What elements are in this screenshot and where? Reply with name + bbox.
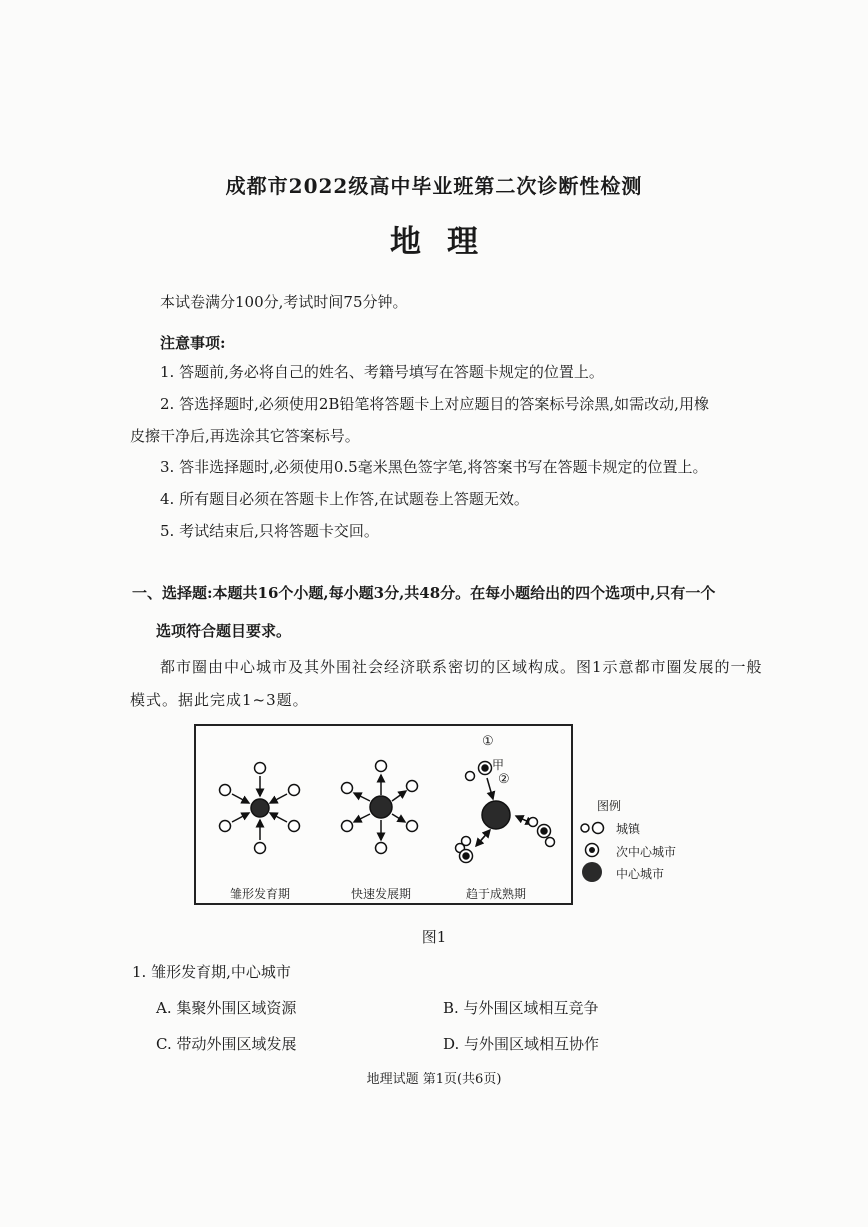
question-1-option-c: C. 带动外围区域发展: [156, 1035, 297, 1053]
stage1-diagram: [220, 763, 300, 854]
passage-line1: 都市圈由中心城市及其外围社会经济联系密切的区域构成。图1示意都市圈发展的一般: [160, 658, 763, 676]
notice-item-3: 3. 答非选择题时,必须使用0.5毫米黑色签字笔,将答案书写在答题卡规定的位置上。: [160, 458, 708, 476]
notice-item-5: 5. 考试结束后,只将答题卡交回。: [160, 522, 379, 540]
legend-item-town: 城镇: [616, 822, 641, 836]
figure-diagram: [196, 726, 575, 907]
section-heading-line1: 一、选择题:本题共16个小题,每小题3分,共48分。在每小题给出的四个选项中,只有一个: [132, 584, 716, 602]
figure-caption: 图1: [421, 928, 447, 946]
question-1-option-b: B. 与外围区域相互竞争: [443, 999, 599, 1017]
stage-label-3: 趋于成熟期: [465, 887, 526, 901]
notice-item-2-cont: 皮擦干净后,再选涂其它答案标号。: [130, 427, 360, 445]
notice-item-2: 2. 答选择题时,必须使用2B铅笔将答题卡上对应题目的答案标号涂黑,如需改动,用橡: [160, 395, 709, 413]
stage2-diagram: [342, 761, 418, 854]
figure-metropolitan-area: [194, 724, 573, 905]
stage-label-1: 雏形发育期: [229, 887, 290, 901]
passage-line2: 模式。据此完成1~3题。: [130, 691, 309, 709]
section-heading-line2: 选项符合题目要求。: [156, 622, 292, 640]
stage-label-2: 快速发展期: [350, 887, 411, 901]
question-1-option-a: A. 集聚外围区域资源: [156, 999, 297, 1017]
page-footer: 地理试题 第1页(共6页): [366, 1072, 502, 1087]
mark-2: ②: [498, 772, 510, 787]
exam-intro: 本试卷满分100分,考试时间75分钟。: [160, 293, 408, 311]
notice-heading: 注意事项:: [160, 334, 226, 352]
mark-1: ①: [482, 734, 494, 749]
town-icon-small: [581, 824, 589, 832]
legend-item-sub-center: 次中心城市: [616, 845, 677, 859]
subject-title: 地理: [390, 224, 504, 260]
notice-item-4: 4. 所有题目必须在答题卡上作答,在试题卷上答题无效。: [160, 490, 529, 508]
legend-item-center: 中心城市: [616, 867, 665, 881]
exam-title: 成都市2022级高中毕业班第二次诊断性检测: [225, 174, 643, 198]
notice-item-1: 1. 答题前,务必将自己的姓名、考籍号填写在答题卡规定的位置上。: [160, 363, 604, 381]
question-1-option-d: D. 与外围区域相互协作: [443, 1035, 600, 1053]
town-icon: [593, 823, 604, 834]
center-city-icon: [582, 862, 602, 882]
sub-center-dot: [589, 847, 595, 853]
legend-title: 图例: [597, 799, 622, 813]
mark-jia: 甲: [492, 758, 505, 772]
legend-icons: [577, 818, 611, 884]
question-1-stem: 1. 雏形发育期,中心城市: [132, 963, 291, 981]
